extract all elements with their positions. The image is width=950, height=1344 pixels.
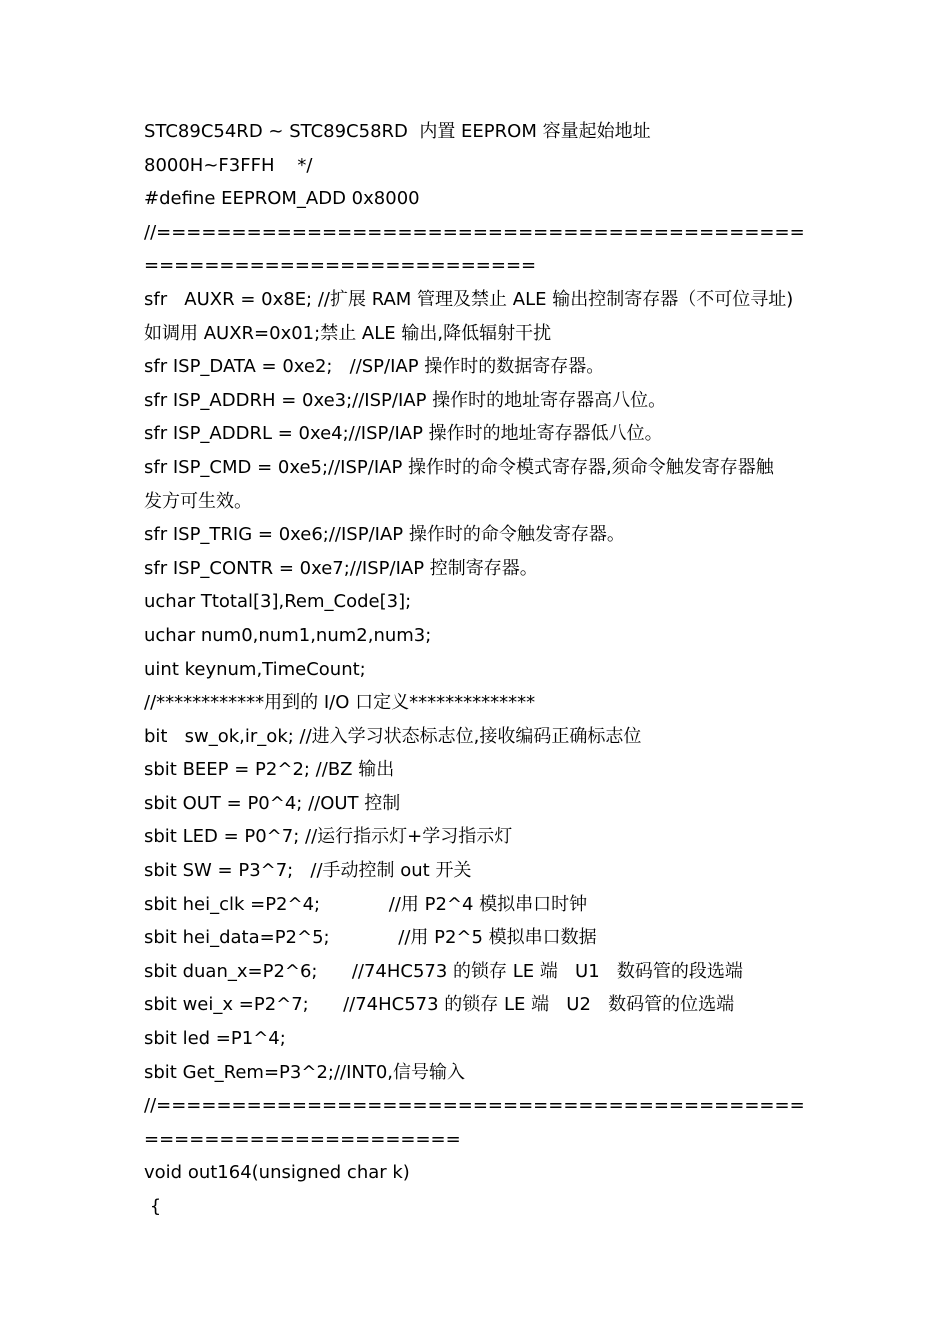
code-line: sfr ISP_ADDRH = 0xe3;//ISP/IAP 操作时的地址寄存器高八位。: [144, 389, 667, 411]
code-line: uchar Ttotal[3],Rem_Code[3];: [144, 591, 412, 613]
code-line: sfr ISP_DATA = 0xe2; //SP/IAP 操作时的数据寄存器。: [144, 356, 605, 378]
code-line: sbit led =P1^4;: [144, 1028, 286, 1050]
code-line: sbit hei_clk =P2^4; //用 P2^4 模拟串口时钟: [144, 893, 588, 915]
code-listing: [144, 115, 814, 1224]
code-line: sfr AUXR = 0x8E; //扩展 RAM 管理及禁止 ALE 输出控制寄存器（不可位寻址): [144, 288, 794, 310]
code-line: sbit BEEP = P2^2; //BZ 输出: [144, 759, 395, 781]
code-line: 8000H~F3FFH */: [144, 154, 313, 176]
code-line: sbit duan_x=P2^6; //74HC573 的锁存 LE 端 U1 数码管的段选端: [144, 960, 743, 982]
code-line: sfr ISP_ADDRL = 0xe4;//ISP/IAP 操作时的地址寄存器低八位。: [144, 423, 663, 445]
code-line: sfr ISP_CONTR = 0xe7;//ISP/IAP 控制寄存器。: [144, 557, 538, 579]
code-line: sbit Get_Rem=P3^2;//INT0,信号输入: [144, 1061, 466, 1083]
code-line: {: [144, 1196, 162, 1217]
code-line: uint keynum,TimeCount;: [144, 658, 366, 680]
code-line: sfr ISP_TRIG = 0xe6;//ISP/IAP 操作时的命令触发寄存器。: [144, 524, 625, 546]
code-line: sbit wei_x =P2^7; //74HC573 的锁存 LE 端 U2 数码管的位选端: [144, 994, 735, 1016]
separator-line: //===========================================: [144, 1095, 805, 1117]
code-line: sbit SW = P3^7; //手动控制 out 开关: [144, 860, 472, 882]
code-line: sfr ISP_CMD = 0xe5;//ISP/IAP 操作时的命令模式寄存器,须命令触发寄存器触: [144, 456, 774, 478]
code-line: 发方可生效。: [144, 490, 252, 512]
comment-line: //************用到的 I/O 口定义**************: [144, 692, 536, 714]
code-line: 如调用 AUXR=0x01;禁止 ALE 输出,降低辐射干扰: [144, 322, 552, 344]
code-line: sbit hei_data=P2^5; //用 P2^5 模拟串口数据: [144, 927, 597, 949]
code-line: #define EEPROM_ADD 0x8000: [144, 188, 420, 210]
separator-line: //===========================================: [144, 221, 805, 243]
code-line: sbit LED = P0^7; //运行指示灯+学习指示灯: [144, 826, 513, 848]
code-line: void out164(unsigned char k): [144, 1162, 410, 1184]
code-line: uchar num0,num1,num2,num3;: [144, 624, 432, 646]
separator-line: ==========================: [144, 255, 537, 277]
code-line: bit sw_ok,ir_ok; //进入学习状态标志位,接收编码正确标志位: [144, 725, 642, 747]
code-line: STC89C54RD ~ STC89C58RD 内置 EEPROM 容量起始地址: [144, 121, 651, 142]
code-line: sbit OUT = P0^4; //OUT 控制: [144, 792, 401, 814]
separator-line: =====================: [144, 1128, 461, 1150]
